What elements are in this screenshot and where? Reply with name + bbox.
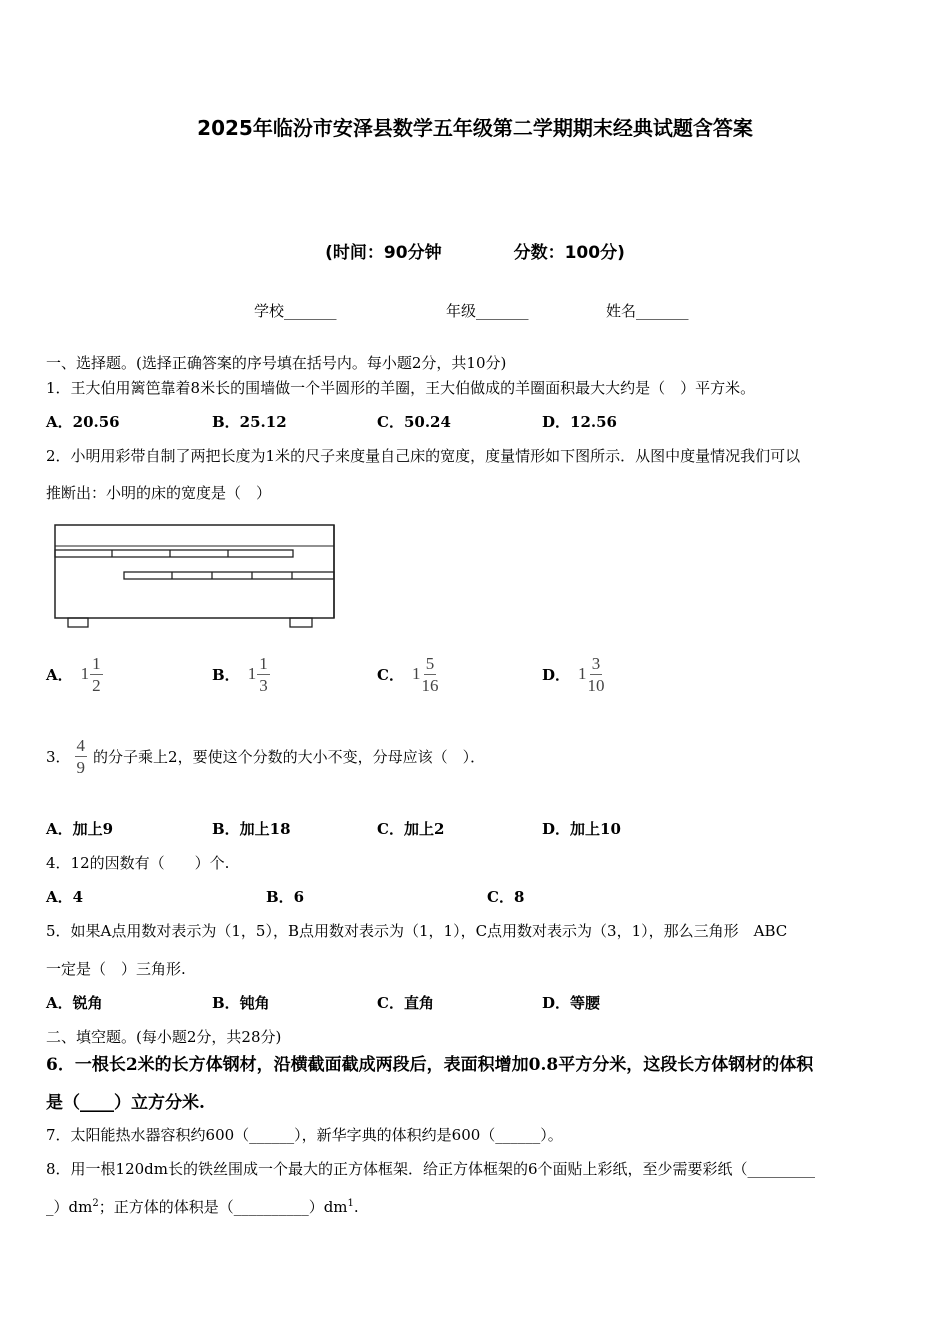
bed-ruler-diagram — [50, 518, 350, 634]
ruler-lower — [124, 572, 334, 579]
q5-option-d[interactable]: D．等腰 — [542, 994, 601, 1012]
q2-option-c[interactable] — [377, 650, 438, 698]
question-2-line2: 推断出：小明的床的宽度是（ ） — [46, 484, 272, 502]
q3-option-b[interactable]: B．加上18 — [212, 820, 291, 838]
q2-option-c-value: 1 $\frac{5}{16}$ — [411, 653, 439, 695]
q2-option-a[interactable] — [46, 650, 103, 698]
q1-option-b[interactable]: B．25.12 — [212, 413, 287, 431]
grade-field[interactable]: 年级_______ — [446, 302, 529, 320]
q2-option-d-label: D． — [542, 665, 571, 684]
section-choice-heading: 一、选择题。(选择正确答案的序号填在括号内。每小题2分，共10分) — [46, 354, 507, 372]
question-5-line1: 5．如果A点用数对表示为（1，5），B点用数对表示为（1，1），C点用数对表示为（3，1），那么三角形 ABC — [46, 922, 788, 940]
q2-option-b[interactable] — [212, 650, 270, 698]
q2-option-a-label: A． — [46, 665, 73, 684]
question-4-text: 4．12的因数有（ ）个. — [46, 854, 230, 872]
q4-option-a[interactable]: A．4 — [46, 888, 84, 906]
name-field[interactable]: 姓名_______ — [606, 302, 689, 320]
question-5-line2: 一定是（ ）三角形. — [46, 960, 186, 978]
q3-option-c[interactable]: C．加上2 — [377, 820, 445, 838]
section-fill-heading: 二、填空题。(每小题2分，共28分) — [46, 1028, 282, 1046]
ruler-upper — [55, 550, 293, 557]
question-6-line1: 6．一根长2米的长方体钢材，沿横截面截成两段后，表面积增加0.8平方分米，这段长方体钢材的体积 — [46, 1055, 814, 1075]
q2-option-a-value: 1 $\frac{1}{2}$ — [80, 653, 101, 695]
question-3-text — [46, 732, 485, 780]
question-6-line2: 是（____）立方分米. — [46, 1093, 205, 1113]
q5-option-c[interactable]: C．直角 — [377, 994, 434, 1012]
q5-option-a[interactable]: A．锐角 — [46, 994, 103, 1012]
q2-option-d-value: 1 $\frac{3}{10}$ — [578, 653, 605, 695]
q3-option-d[interactable]: D．加上10 — [542, 820, 621, 838]
bed-leg-left — [68, 618, 88, 627]
page-title: 2025年临汾市安泽县数学五年级第二学期期末经典试题含答案 — [197, 116, 753, 140]
q2-option-b-value: 1 $\frac{1}{3}$ — [247, 653, 268, 695]
question-3-body: 的分子乘上2，要使这个分数的大小不变，分母应该（ ）． — [93, 747, 486, 766]
q3-fraction: $\frac{4}{9}$ — [76, 735, 86, 777]
question-1-text: 1．王大伯用篱笆靠着8米长的围墙做一个半圆形的羊圈，王大伯做成的羊圈面积最大大约是（ ）平方米。 — [46, 379, 756, 397]
q4-option-c[interactable]: C．8 — [487, 888, 525, 906]
q3-option-a[interactable]: A．加上9 — [46, 820, 114, 838]
q1-option-d[interactable]: D．12.56 — [542, 413, 617, 431]
q1-option-c[interactable]: C．50.24 — [377, 413, 451, 431]
q2-option-d[interactable] — [542, 650, 605, 698]
q4-option-b[interactable]: B．6 — [266, 888, 305, 906]
q5-option-b[interactable]: B．钝角 — [212, 994, 270, 1012]
question-3-number: 3． — [46, 747, 71, 766]
q1-option-a[interactable]: A．20.56 — [46, 413, 120, 431]
question-8-line2: $\_)dm^2$；正方体的体积是$(\_\_\_\_\_\_\_\_\_\_)dm^1$. — [46, 1198, 359, 1216]
exam-meta — [0, 238, 950, 263]
question-7-text: 7．太阳能热水器容积约600（______），新华字典的体积约是600（______）。 — [46, 1126, 563, 1144]
school-field[interactable]: 学校_______ — [254, 302, 337, 320]
question-8-line1: 8．用一根120dm长的铁丝围成一个最大的正方体框架．给正方体框架的6个面贴上彩纸，至少需要彩纸（_________ — [46, 1160, 816, 1178]
q2-option-b-label: B． — [212, 665, 240, 684]
bed-leg-right — [290, 618, 312, 627]
question-2-line1: 2．小明用彩带自制了两把长度为1米的尺子来度量自己床的宽度，度量情形如下图所示．从图中度量情况我们可以 — [46, 447, 801, 465]
exam-score: 分数：100分) — [513, 243, 625, 263]
exam-time: (时间：90分钟 — [325, 243, 442, 263]
q2-option-c-label: C． — [377, 665, 404, 684]
